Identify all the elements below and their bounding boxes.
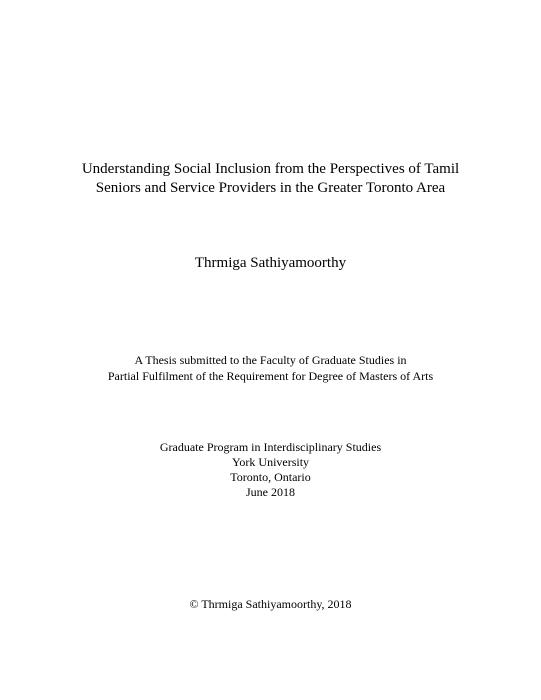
author-name-text: Thrmiga Sathiyamoorthy (194, 255, 347, 271)
university-location: Toronto, Ontario (230, 470, 311, 484)
submission-statement (0, 352, 541, 384)
program-info (0, 440, 541, 500)
submission-line-2: Partial Fulfilment of the Requirement for Degree of Masters of Arts (107, 369, 434, 383)
thesis-title-line-1: Understanding Social Inclusion from the Perspectives of Tamil (81, 161, 460, 177)
copyright-text: © Thrmiga Sathiyamoorthy, 2018 (189, 597, 352, 611)
author-name (0, 254, 541, 273)
submission-date: June 2018 (246, 485, 295, 499)
submission-line-1: A Thesis submitted to the Faculty of Graduate Studies in (134, 353, 407, 367)
thesis-title-line-2: Seniors and Service Providers in the Greater Toronto Area (95, 180, 446, 196)
copyright-notice (0, 597, 541, 612)
university-name: York University (231, 455, 310, 469)
program-name: Graduate Program in Interdisciplinary Studies (159, 440, 382, 454)
thesis-title (0, 160, 541, 198)
